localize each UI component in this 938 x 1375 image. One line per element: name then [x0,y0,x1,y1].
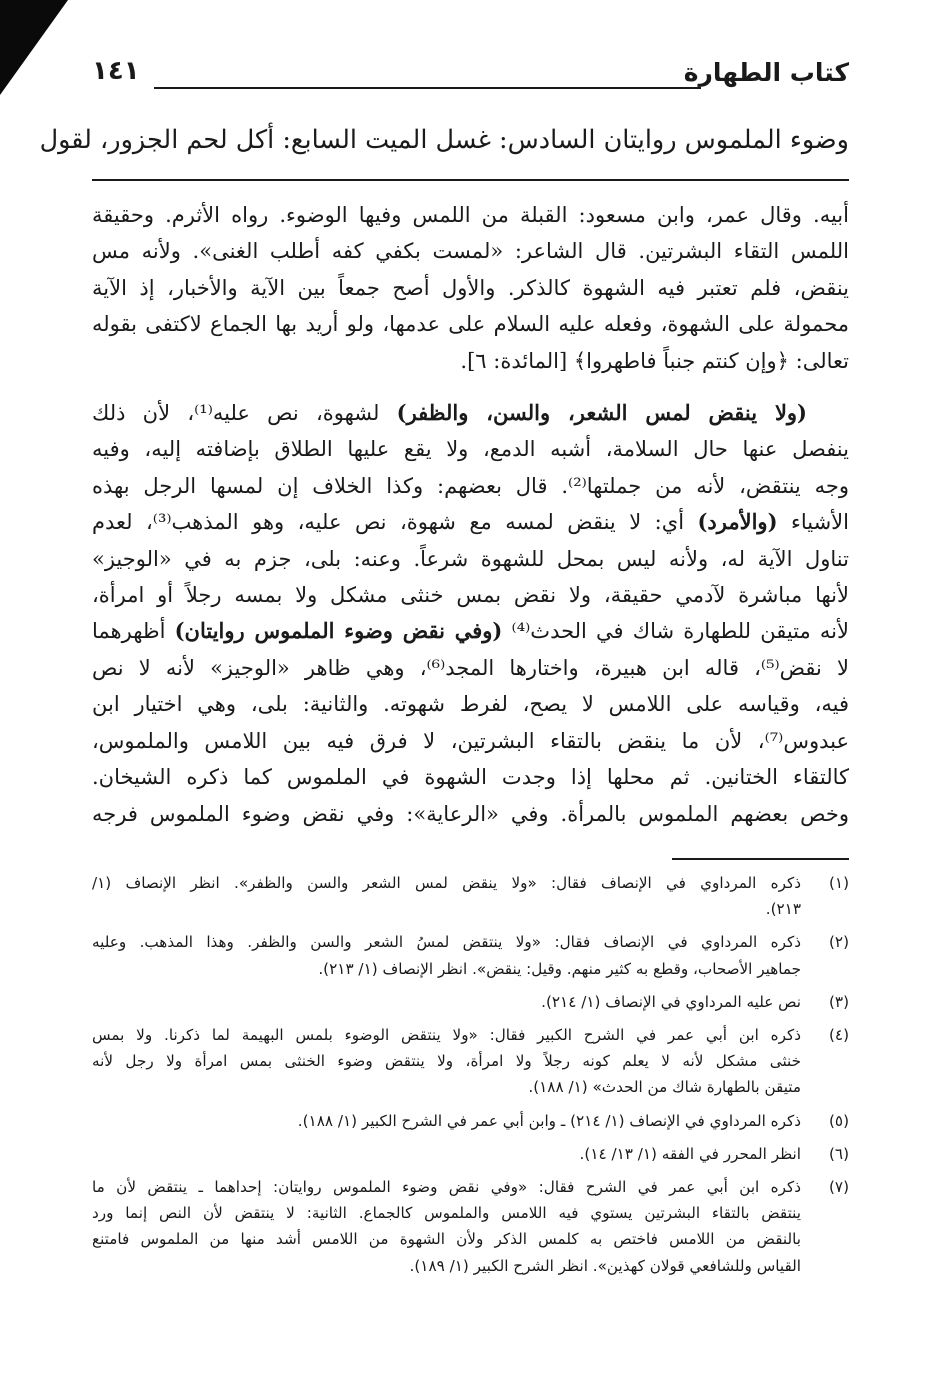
book-title: كتاب الطهارة [683,58,849,87]
footnote-line: ذكره ابن أبي عمر في الشرح فقال: «وفي نقض وضوء الملموس روايتان: إحداهما ـ ينتقض لأن ما [92,1178,801,1197]
footnote-number: (٧) [828,1178,849,1197]
footnote-line: نص عليه المرداوي في الإنصاف (١/ ٢١٤). [541,992,801,1011]
footnote-line: انظر المحرر في الفقه (١/ ١٣/ ١٤). [579,1144,801,1163]
footnote [92,989,849,1015]
footnote-line: ذكره المرداوي في الإنصاف (١/ ٢١٤) ـ وابن أبي عمر في الشرح الكبير (١/ ١٨٨). [297,1111,801,1130]
body-line: (ولا ينقض لمس الشعر، والسن، والظفر) لشهوة، نص عليه⁽¹⁾، لأن ذلك [92,400,807,426]
footnote-line: خنثى مشكل لأنه لا يعلم كونه رجلاً ولا امرأة، ولا ينتقض وضوء الخنثى بمس امرأة ولا رجل لأنه [92,1052,801,1071]
matn-top-line: وضوء الملموس روايتان السادس: غسل الميت السابع: أكل لحم الجزور، لقول [39,125,849,155]
body-line: الأشياء (والأمرد) أي: لا ينقض لمسه مع شهوة، نص عليه، وهو المذهب⁽³⁾، لعدم [92,509,849,535]
footnote-line: ٢١٣). [765,900,801,919]
matn-quote: (وفي نقض وضوء الملموس روايتان) [174,618,503,644]
matn-separator-rule [92,179,849,181]
body-line: تعالى: ﴿وإن كنتم جنباً فاطهروا﴾ [المائدة: ٦]. [460,348,849,373]
footnote-number: (٤) [828,1026,849,1045]
footnote [92,929,849,981]
header-rule [154,87,701,89]
body-line: عبدوس⁽⁷⁾، لأن ما ينقض بالتقاء البشرتين، لا فرق فيه بين اللامس والملموس، [92,728,849,753]
footnote-number: (٦) [828,1144,849,1163]
footnote-number: (٥) [828,1111,849,1130]
footnote-number: (١) [828,874,849,892]
body-line: فيه، وقياسه على اللامس لا يصح، لفرط شهوته. والثانية: بلى، وهي اختيار ابن [92,692,849,717]
footnote-number: (٢) [828,933,849,952]
footnote-line: ذكره ابن أبي عمر في الشرح الكبير فقال: «ولا ينتقض الوضوء بلمس البهيمة لما ذكرنا. ولا بمس [92,1026,801,1045]
footnote-rule [672,858,849,860]
footnote-line: بالنقض من اللامس فاختص به كلمس الذكر ولأن الشهوة من اللامس أشد منها من الملموس فامتنع [92,1230,801,1249]
page-number: ١٤١ [92,56,140,86]
body-line: محمولة على الشهوة، وفعله عليه السلام على عدمها، ولو أريد بها الجماع لاكتفى بقوله [92,312,849,337]
footnote-line: متيقن بالطهارة شاك من الحدث» (١/ ١٨٨). [528,1078,801,1097]
footnote-line: ينتقض بالتقاء البشرتين يستوي فيه اللامس والملموس كالجماع. الثانية: لا ينتقض لأن النص إنما ورد [92,1204,801,1223]
footnote-line: القياس وللشافعي قولان كهذين». انظر الشرح الكبير (١/ ١٨٩). [409,1256,801,1275]
footnote [92,1108,849,1134]
page-header [92,58,849,94]
body-line: لا نقض⁽⁵⁾، قاله ابن هبيرة، واختارها المجد⁽⁶⁾، وهي ظاهر «الوجيز» لأنه لا نص [92,655,849,680]
footnote-line: ذكره المرداوي في الإنصاف فقال: «ولا ينقض لمس الشعر والسن والظفر». انظر الإنصاف (١/ [92,874,801,892]
main-text [92,197,849,832]
matn-quote: (والأمرد) [697,509,778,535]
body-line: ينفصل عنها حال السلامة، أشبه الدمع، ولا يقع عليها الطلاق بإضافته إليه، وفيه [92,437,849,462]
scan-corner-shadow [0,0,68,95]
body-line: لأنها مباشرة لآدمي حقيقة، ولا نقض بمس خنثى مشكل ولا بمسه رجلاً أو امرأة، [92,583,849,608]
footnote-number: (٣) [828,992,849,1011]
footnote-line: ذكره المرداوي في الإنصاف فقال: «ولا ينتقض لمسُ الشعر والسن والظفر. وهذا المذهب. وعليه [92,933,801,952]
body-line: اللمس التقاء البشرتين. قال الشاعر: «لمست بكفي كفه أطلب الغنى». ولأنه مس [92,239,849,264]
footnotes [92,870,849,1286]
matn-quote: (ولا ينقض لمس الشعر، والسن، والظفر) [396,400,807,426]
footnote [92,1022,849,1101]
body-line: ينقض، فلم تعتبر فيه الشهوة كالذكر. والأول أصح جمعاً بين الآية والأخبار، إذ الآية [92,275,849,300]
body-line: كالتقاء الختانين. ثم محلها إذا وجدت الشهوة في الملموس كما ذكره الشيخان. [92,765,849,790]
body-line: وجه ينتقض، لأنه من جملتها⁽²⁾. قال بعضهم: وكذا الخلاف إن لمسها الرجل بهذه [92,473,849,498]
footnote [92,870,849,922]
footnote-line: جماهير الأصحاب، وقطع به كثير منهم. وقيل: ينقض». انظر الإنصاف (١/ ٢١٣). [318,959,801,978]
body-line: لأنه متيقن للطهارة شاك في الحدث⁽⁴⁾ (وفي نقض وضوء الملموس روايتان) أظهرهما [92,618,849,644]
body-line: أبيه. وقال عمر، وابن مسعود: القبلة من اللمس وفيها الوضوء. رواه الأثرم. وحقيقة [92,203,849,227]
body-line: وخص بعضهم الملموس بالمرأة. وفي «الرعاية»: وفي نقض وضوء الملموس فرجه [92,801,849,826]
body-line: تناول الآية له، ولأنه ليس بمحل للشهوة شرعاً. وعنه: بلى، جزم به في «الوجيز» [92,546,849,571]
footnote [92,1174,849,1279]
footnote [92,1141,849,1167]
